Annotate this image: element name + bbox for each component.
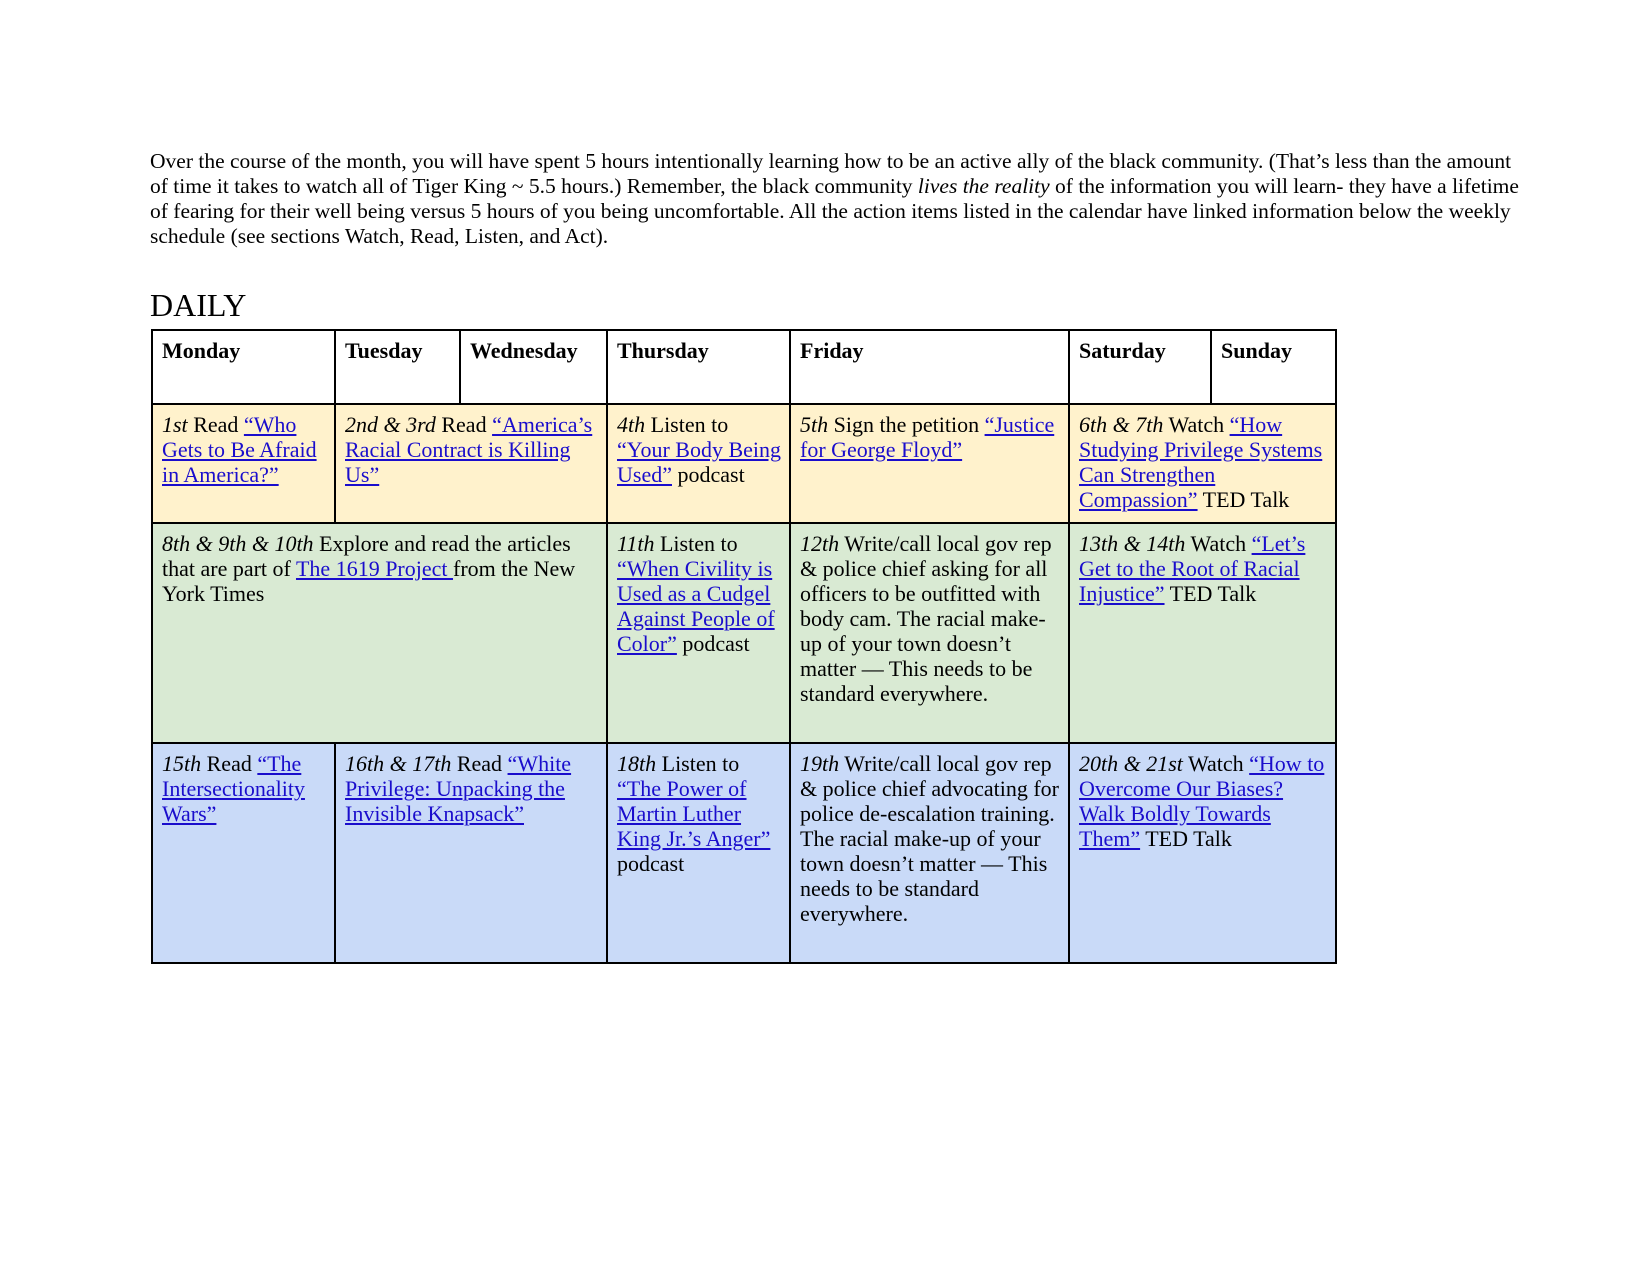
cell-6th-7th xyxy=(1069,404,1336,523)
link-studying-privilege-systems[interactable]: “How Studying Privilege Systems Can Strengthen Compassion” xyxy=(1079,412,1323,512)
action-text: Read xyxy=(451,751,508,776)
link-americas-racial-contract[interactable]: “America’s Racial Contract is Killing Us” xyxy=(345,412,593,487)
action-text: Sign the petition xyxy=(828,412,985,437)
date-label: 11th xyxy=(617,531,655,556)
action-text: Listen to xyxy=(656,751,740,776)
header-monday: Monday xyxy=(152,330,335,404)
header-thursday: Thursday xyxy=(607,330,790,404)
section-heading: DAILY xyxy=(150,287,247,323)
link-1619-project[interactable]: The 1619 Project xyxy=(295,556,454,581)
action-text: Read xyxy=(201,751,258,776)
suffix-text: TED Talk xyxy=(1197,487,1290,512)
action-text: Listen to xyxy=(645,412,729,437)
link-who-gets-to-be-afraid[interactable]: “Who Gets to Be Afraid in America?” xyxy=(162,412,317,487)
cell-15th xyxy=(152,743,335,963)
cell-4th xyxy=(607,404,790,523)
action-text: Write/call local gov rep & police chief asking for all officers to be outfitted with body cam. The racial make-up of your town doesn’t matter — This needs to be standard everywhere. xyxy=(800,531,1052,706)
week-1-row xyxy=(152,404,1336,523)
header-sunday: Sunday xyxy=(1211,330,1336,404)
header-saturday: Saturday xyxy=(1069,330,1211,404)
action-text: Write/call local gov rep & police chief advocating for police de-escalation training. The racial make-up of your town doesn’t matter — This needs to be standard everywhere. xyxy=(800,751,1060,926)
date-label: 5th xyxy=(800,412,829,437)
link-overcome-our-biases[interactable]: “How to Overcome Our Biases? Walk Boldly Towards Them” xyxy=(1079,751,1325,851)
cell-16th-17th xyxy=(335,743,607,963)
intro-emphasis: lives the reality xyxy=(917,174,1050,198)
day-header-row xyxy=(152,330,1336,404)
action-text: Explore and read the articles that are part of xyxy=(162,531,571,581)
daily-calendar-table xyxy=(151,329,1337,964)
date-label: 2nd & 3rd xyxy=(345,412,436,437)
cell-1st xyxy=(152,404,335,523)
date-label: 15th xyxy=(162,751,202,776)
cell-11th xyxy=(607,523,790,743)
action-text: Watch xyxy=(1163,412,1230,437)
date-label: 16th & 17th xyxy=(345,751,452,776)
date-label: 12th xyxy=(800,531,840,556)
suffix-text: TED Talk xyxy=(1164,581,1257,606)
week-2-row xyxy=(152,523,1336,743)
link-root-of-racial-injustice[interactable]: “Let’s Get to the Root of Racial Injustice” xyxy=(1079,531,1306,606)
date-label: 13th & 14th xyxy=(1079,531,1186,556)
link-white-privilege-knapsack[interactable]: “White Privilege: Unpacking the Invisible Knapsack” xyxy=(345,751,572,826)
date-label: 19th xyxy=(800,751,840,776)
suffix-text: podcast xyxy=(676,631,750,656)
link-intersectionality-wars[interactable]: “The Intersectionality Wars” xyxy=(162,751,305,826)
cell-12th xyxy=(790,523,1069,743)
date-label: 6th & 7th xyxy=(1079,412,1164,437)
action-text: Listen to xyxy=(654,531,738,556)
link-when-civility-is-used[interactable]: “When Civility is Used as a Cudgel Against People of Color” xyxy=(617,556,775,656)
intro-text-1: Over the course of the month, you will have spent 5 hours intentionally learning how to be an active ally of the black community. (That’s less than the amount of time it takes to watch all of Tiger King ~ 5.5 hours.) Remember, the black community xyxy=(150,149,1512,198)
cell-13th-14th xyxy=(1069,523,1336,743)
suffix-text: podcast xyxy=(671,462,745,487)
date-label: 8th & 9th & 10th xyxy=(162,531,314,556)
date-label: 18th xyxy=(617,751,657,776)
cell-8th-9th-10th xyxy=(152,523,607,743)
action-text: Watch xyxy=(1185,531,1252,556)
cell-18th xyxy=(607,743,790,963)
header-friday: Friday xyxy=(790,330,1069,404)
cell-5th xyxy=(790,404,1069,523)
date-label: 20th & 21st xyxy=(1079,751,1183,776)
intro-paragraph xyxy=(150,149,1520,249)
suffix-text: podcast xyxy=(617,851,685,876)
suffix-text: TED Talk xyxy=(1140,826,1232,851)
header-wednesday: Wednesday xyxy=(460,330,607,404)
link-power-of-mlk-anger[interactable]: “The Power of Martin Luther King Jr.’s Anger” xyxy=(617,776,771,851)
date-label: 1st xyxy=(162,412,188,437)
suffix-text: from the New York Times xyxy=(162,556,576,606)
intro-text-2: of the information you will learn- they have a lifetime of fearing for their well being versus 5 hours of you being uncomfortable. All the action items listed in the calendar have linked information below the weekly schedule (see sections Watch, Read, Listen, and Act). xyxy=(150,174,1519,248)
action-text: Read xyxy=(435,412,493,437)
cell-19th xyxy=(790,743,1069,963)
cell-2nd-3rd xyxy=(335,404,607,523)
cell-20th-21st xyxy=(1069,743,1336,963)
action-text: Watch xyxy=(1182,751,1250,776)
header-tuesday: Tuesday xyxy=(335,330,460,404)
link-your-body-being-used[interactable]: “Your Body Being Used” xyxy=(617,437,782,487)
action-text: Read xyxy=(187,412,244,437)
week-3-row xyxy=(152,743,1336,963)
link-justice-for-george-floyd[interactable]: “Justice for George Floyd” xyxy=(800,412,1055,462)
date-label: 4th xyxy=(617,412,646,437)
